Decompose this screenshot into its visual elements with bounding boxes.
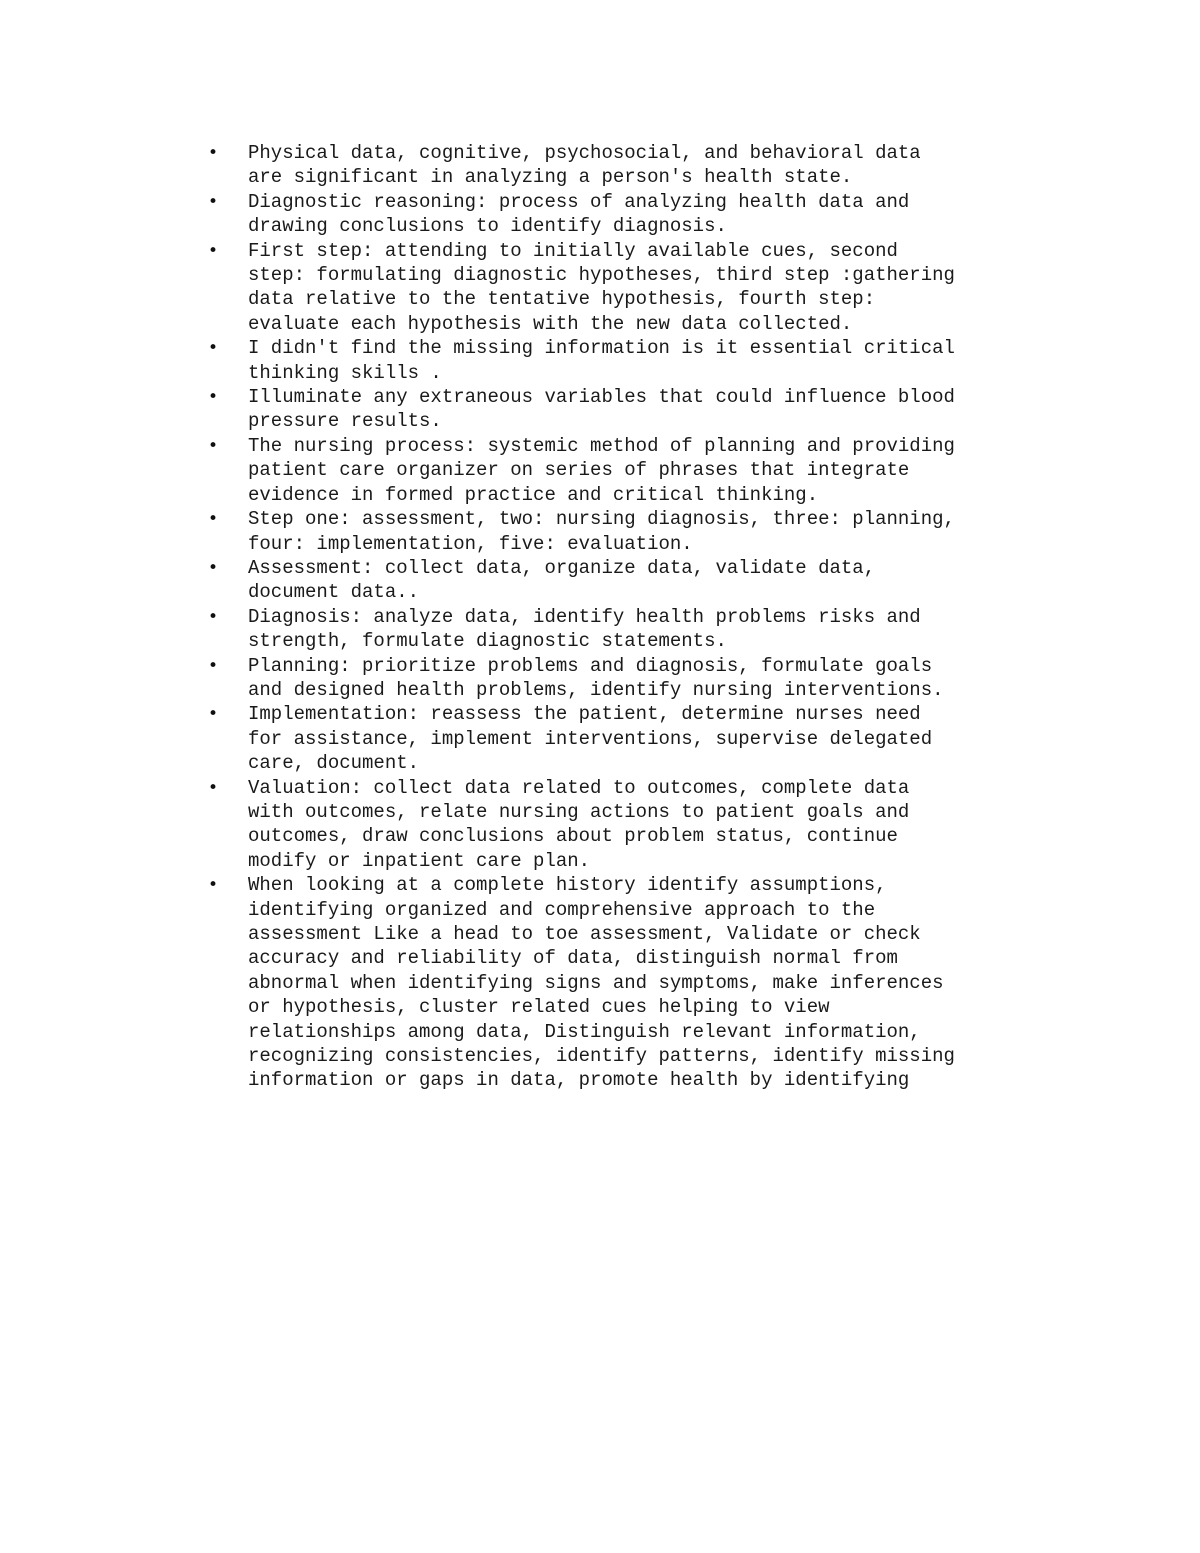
list-item-text-line: accuracy and reliability of data, distinguish normal from xyxy=(248,947,898,970)
list-item-text-line: The nursing process: systemic method of planning and providing xyxy=(248,434,955,457)
list-item-text-line: outcomes, draw conclusions about problem status, continue xyxy=(248,825,898,848)
list-item xyxy=(208,556,1068,605)
list-item xyxy=(208,507,1068,556)
list-item-text-line: and designed health problems, identify nursing interventions. xyxy=(248,678,944,701)
list-item-text-line: modify or inpatient care plan. xyxy=(248,849,591,872)
list-item xyxy=(208,702,1068,775)
list-item-text-line: Diagnostic reasoning: process of analyzing health data and xyxy=(248,190,910,213)
list-item-text-line: thinking skills . xyxy=(248,361,442,384)
list-item-text-line: Illuminate any extraneous variables that could influence blood xyxy=(248,386,955,409)
list-item xyxy=(208,873,1068,1093)
list-item-text-line: strength, formulate diagnostic statements. xyxy=(248,630,727,653)
list-item-text-line: evaluate each hypothesis with the new data collected. xyxy=(248,312,853,335)
list-item-text-line: recognizing consistencies, identify patterns, identify missing xyxy=(248,1045,955,1068)
list-item-text-line: Physical data, cognitive, psychosocial, and behavioral data xyxy=(248,142,921,164)
list-item xyxy=(208,434,1068,507)
list-item-text-line: relationships among data, Distinguish relevant information, xyxy=(248,1020,921,1043)
list-item-text-line: document data.. xyxy=(248,581,420,604)
list-item xyxy=(208,336,1068,385)
list-item xyxy=(208,385,1068,434)
list-item-text-line: First step: attending to initially available cues, second xyxy=(248,239,898,262)
list-item-text-line: Implementation: reassess the patient, determine nurses need xyxy=(248,703,921,726)
bullet-icon: • xyxy=(208,435,219,456)
list-item-text-line: patient care organizer on series of phrases that integrate xyxy=(248,459,910,482)
list-item-text-line: evidence in formed practice and critical thinking. xyxy=(248,483,819,506)
list-item-text-line: pressure results. xyxy=(248,410,442,433)
list-item xyxy=(208,654,1068,703)
list-item-text-line: with outcomes, relate nursing actions to patient goals and xyxy=(248,800,910,823)
list-item-text-line: Step one: assessment, two: nursing diagnosis, three: planning, xyxy=(248,508,955,531)
list-item xyxy=(208,190,1068,239)
bullet-icon: • xyxy=(208,875,219,896)
list-item-text-line: Assessment: collect data, organize data, validate data, xyxy=(248,556,876,579)
bullet-icon: • xyxy=(208,704,219,725)
list-item-text-line: or hypothesis, cluster related cues helping to view xyxy=(248,996,830,1019)
bullet-icon: • xyxy=(208,655,219,676)
bullet-icon: • xyxy=(208,606,219,627)
list-item-text-line: When looking at a complete history identify assumptions, xyxy=(248,874,887,897)
list-item-text-line: drawing conclusions to identify diagnosis. xyxy=(248,215,727,238)
bullet-icon: • xyxy=(208,143,219,163)
list-item-text-line: step: formulating diagnostic hypotheses, third step :gathering xyxy=(248,264,955,287)
list-item-text-line: assessment Like a head to toe assessment, Validate or check xyxy=(248,923,921,945)
bullet-icon: • xyxy=(208,557,219,578)
list-item-text-line: four: implementation, five: evaluation. xyxy=(248,532,693,555)
bullet-list xyxy=(208,141,1068,1093)
list-item-text-line: data relative to the tentative hypothesis, fourth step: xyxy=(248,288,876,311)
list-item-text-line: Diagnosis: analyze data, identify health problems risks and xyxy=(248,605,921,628)
list-item-text-line: Valuation: collect data related to outcomes, complete data xyxy=(248,776,910,799)
list-item xyxy=(208,239,1068,337)
list-item-text-line: identifying organized and comprehensive approach to the xyxy=(248,898,876,921)
list-item xyxy=(208,141,1068,190)
list-item-text-line: information or gaps in data, promote health by identifying xyxy=(248,1069,910,1092)
bullet-icon: • xyxy=(208,338,219,359)
list-item-text-line: care, document. xyxy=(248,752,420,775)
bullet-icon: • xyxy=(208,191,219,212)
bullet-icon: • xyxy=(208,387,219,408)
list-item-text-line: I didn't find the missing information is it essential critical xyxy=(248,337,955,360)
list-item-text-line: Planning: prioritize problems and diagnosis, formulate goals xyxy=(248,654,933,677)
bullet-icon: • xyxy=(208,777,219,798)
bullet-icon: • xyxy=(208,509,219,530)
list-item-text-line: abnormal when identifying signs and symptoms, make inferences xyxy=(248,971,944,994)
bullet-icon: • xyxy=(208,240,219,261)
list-item xyxy=(208,776,1068,874)
list-item-text-line: for assistance, implement interventions, supervise delegated xyxy=(248,727,933,750)
list-item-text-line: are significant in analyzing a person's health state. xyxy=(248,166,853,189)
list-item xyxy=(208,605,1068,654)
